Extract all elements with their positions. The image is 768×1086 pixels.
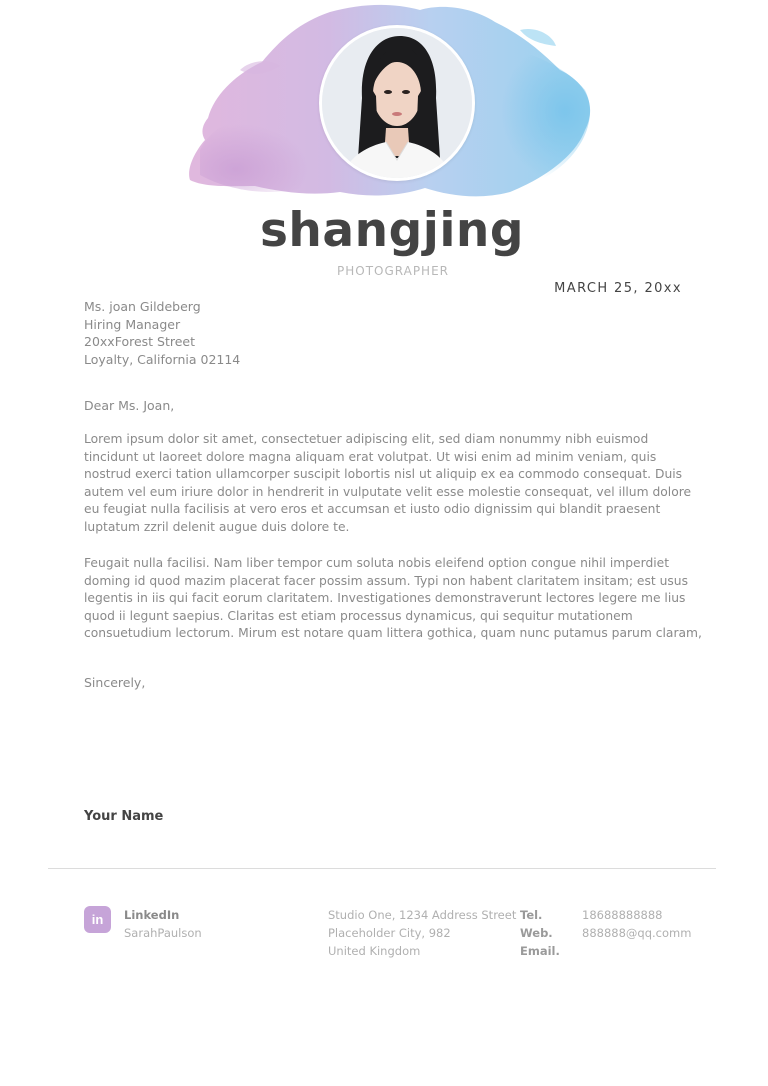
contact-web[interactable]: 888888@qq.comm	[582, 926, 692, 940]
address-line: Placeholder City, 982	[328, 926, 451, 940]
footer-social	[124, 906, 202, 942]
salutation: Dear Ms. Joan,	[84, 398, 175, 413]
address-line: United Kingdom	[328, 944, 421, 958]
contact-values	[582, 906, 691, 942]
body-paragraph: Feugait nulla facilisi. Nam liber tempor cum soluta nobis eleifend option congue nihil imperdiet doming id quod mazim placerat facer possim assum. Typi non habent claritatem insitam; est usus legentis in iis qui facit eorum claritatem. Investigationes demonstraverunt lectores legere me lius quod ii legunt saepius. Claritas est etiam processus dynamicus, qui sequitur mutationem consuetudium lectorum. Mirum est notare quam littera gothica, quam nunc putamus parum claram,	[84, 556, 702, 640]
recipient-line: Hiring Manager	[84, 316, 181, 332]
footer-divider	[48, 868, 716, 869]
job-title: PHOTOGRAPHER	[336, 264, 450, 275]
signature-name: Your Name	[84, 809, 164, 824]
linkedin-icon[interactable]: in	[84, 906, 111, 933]
recipient-block	[84, 298, 484, 368]
contact-label-email: Email.	[520, 944, 560, 958]
social-handle[interactable]: SarahPaulson	[124, 926, 202, 940]
contact-label-web: Web.	[520, 926, 553, 940]
contact-phone[interactable]: 18688888888	[582, 908, 663, 922]
header-watercolor	[0, 0, 768, 215]
body-paragraph: Lorem ipsum dolor sit amet, consectetuer adipiscing elit, sed diam nonummy nibh euismod tincidunt ut laoreet dolore magna aliquam erat volutpat. Ut wisi enim ad minim veniam, quis nostrud exerci tation ullamcorper suscipit lobortis nisl ut aliquip ex ea commodo consequat. Duis autem vel eum iriure dolor in hendrerit in vulputate velit esse molestie consequat, vel illum dolore eu feugiat nulla facilisis at vero eros et accumsan et iusto odio dignissim qui blandit praesent luptatum zzril delenit augue duis dolore te.	[84, 432, 692, 534]
letter-date: MARCH 25, 20xx	[554, 281, 682, 296]
candidate-name: shangjing	[259, 203, 525, 258]
contact-labels	[520, 906, 560, 960]
address-line: Studio One, 1234 Address Street	[328, 908, 517, 922]
portrait-photo-icon	[322, 28, 472, 178]
contact-label-tel: Tel.	[520, 908, 543, 922]
recipient-line: Loyalty, California 02114	[84, 351, 241, 367]
recipient-line: Ms. joan Gildeberg	[84, 299, 201, 314]
social-label: LinkedIn	[124, 908, 180, 922]
footer-address	[328, 906, 516, 960]
recipient-line: 20xxForest Street	[84, 334, 196, 350]
avatar-frame	[319, 25, 475, 181]
avatar	[322, 28, 472, 178]
closing: Sincerely,	[84, 675, 146, 690]
